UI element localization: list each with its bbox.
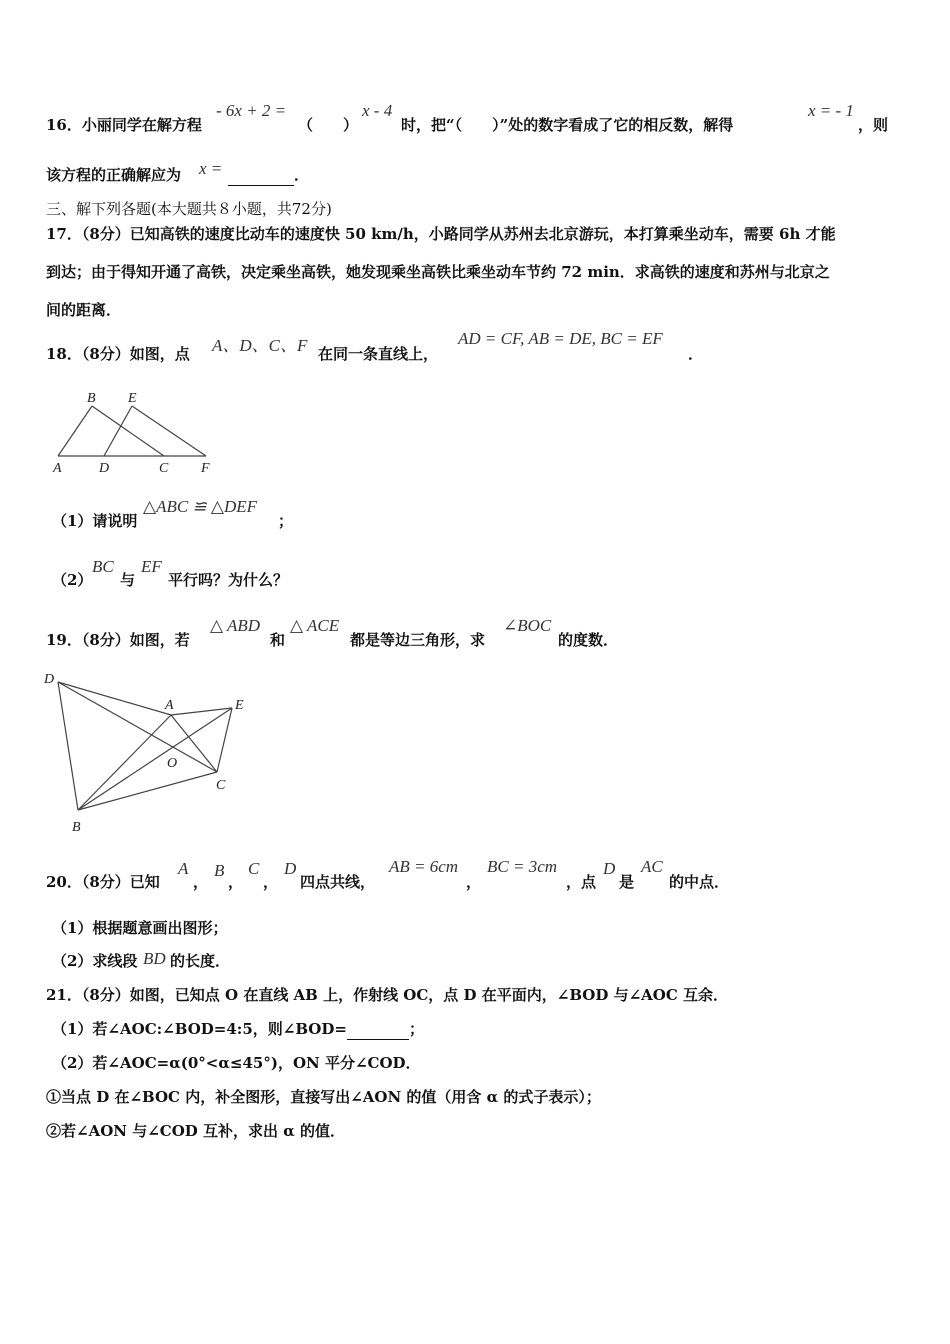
q18-part2-math-bc: BC — [92, 557, 114, 576]
q16-parenthesis-blank: （ ） — [298, 116, 359, 134]
q20-part2-math: BD — [143, 949, 166, 968]
q16-math-equation-right: x - 4 — [362, 101, 393, 120]
q20-math-c: C — [248, 859, 260, 878]
q18-label-c: C — [159, 461, 169, 476]
q16-line2-math: x = — [199, 159, 223, 178]
q19-text-and: 和 — [270, 631, 286, 649]
q19-math-abd: △ ABD — [210, 616, 261, 635]
q16-text-d: ，则 — [858, 116, 889, 134]
q20-sep-3: ， — [263, 873, 279, 891]
q21-line1: 21．（8分）如图，已知点 O 在直线 AB 上，作射线 OC，点 D 在平面内，∠BOD 与∠AOC 互余． — [46, 986, 729, 1004]
q19-text-c: 都是等边三角形，求 — [350, 631, 486, 649]
q16-math-solution: x = - 1 — [808, 101, 854, 120]
q18-math-points: A、D、C、F — [212, 336, 308, 355]
q19-segment-db — [58, 682, 78, 810]
q19-label-e: E — [235, 698, 244, 713]
q19-segment-da — [58, 682, 171, 715]
q19-label-c: C — [216, 778, 226, 793]
q19-math-boc: ∠BOC — [503, 616, 552, 635]
q18-math-conditions: AD = CF, AB = DE, BC = EF — [458, 329, 663, 348]
q18-part2-text: （2） — [52, 571, 93, 589]
q19-label-b: B — [72, 820, 81, 835]
q20-part2-text: （2）求线段 — [52, 952, 138, 970]
q18-text-a: 18．（8分）如图，点 — [46, 345, 190, 363]
q18-part2-question: 平行吗？为什么？ — [168, 571, 289, 589]
q17-line3: 间的距离． — [46, 301, 122, 319]
q18-part1-math: △ABC ≌ △DEF — [143, 497, 258, 516]
q18-text-b: 在同一条直线上， — [318, 345, 439, 363]
q18-part1-end: ； — [278, 512, 294, 530]
q21-part1: （1）若∠AOC:∠BOD=4:5，则∠BOD= ； — [52, 1020, 424, 1038]
q18-segment-ab — [58, 406, 92, 456]
q21-part2: （2）若∠AOC=α(0°<α≤45°)，ON 平分∠COD． — [52, 1054, 421, 1072]
q18-part2-and: 与 — [120, 571, 136, 589]
q20-sep-4: ， — [466, 873, 482, 891]
q16-line2-text: 该方程的正确解应为 — [46, 166, 182, 184]
q16-math-equation-left: - 6x + 2 = — [216, 101, 287, 120]
section-3-heading: 三、解下列各题(本大题共８小题，共72分) — [46, 200, 332, 218]
q16-text-a: 16．小丽同学在解方程 — [46, 116, 202, 134]
q20-math-d2: D — [603, 859, 616, 878]
q19-segment-bc — [78, 772, 217, 810]
q19-math-ace: △ ACE — [290, 616, 340, 635]
q18-text-c: ． — [688, 345, 704, 363]
q19-text-d: 的度数． — [558, 631, 619, 649]
q21-sub1: ①当点 D 在∠BOC 内，补全图形，直接写出∠AON 的值（用含 α 的式子表示）； — [46, 1088, 601, 1106]
q20-math-d: D — [284, 859, 297, 878]
q20-text-c: 的中点． — [669, 873, 730, 891]
q18-label-f: F — [201, 461, 210, 476]
q20-sep-2: ， — [228, 873, 244, 891]
q18-label-d: D — [99, 461, 110, 476]
q19-text-a: 19．（8分）如图，若 — [46, 631, 190, 649]
q17-line2: 到达；由于得知开通了高铁，决定乘坐高铁，她发现乘坐高铁比乘坐动车节约 72 min．求高铁的速度和苏州与北京之 — [46, 263, 830, 281]
q20-math-b: B — [214, 861, 225, 880]
q19-label-o: O — [167, 756, 178, 771]
q20-text-a: 20．（8分）已知 — [46, 873, 160, 891]
q18-label-b: B — [87, 391, 96, 406]
q20-part1: （1）根据题意画出图形； — [52, 919, 228, 937]
q20-math-ab: AB = 6cm — [389, 857, 459, 876]
q19-segment-ec — [217, 708, 232, 772]
q19-label-a: A — [165, 698, 174, 713]
q19-label-d: D — [44, 672, 55, 687]
q20-math-ac: AC — [641, 857, 663, 876]
q18-part1-text: （1）请说明 — [52, 512, 138, 530]
q21-sub2: ②若∠AON 与∠COD 互补，求出 α 的值． — [46, 1122, 345, 1140]
q18-label-e: E — [128, 391, 137, 406]
q16-text-c: 时，把“（ ）”处的数字看成了它的相反数，解得 — [401, 116, 734, 134]
q18-segment-ef — [132, 406, 206, 456]
q20-sep-6: 是 — [619, 873, 635, 891]
q20-text-b: 四点共线， — [300, 873, 376, 891]
q19-segment-dc — [58, 682, 217, 772]
q19-segment-be — [78, 708, 232, 810]
q17-line1: 17．（8分）已知高铁的速度比动车的速度快 50 km/h，小路同学从苏州去北京游玩，本打算乘坐动车，需要 6h 才能 — [46, 225, 836, 243]
q18-figure — [40, 386, 230, 482]
q18-part2-math-ef: EF — [141, 557, 162, 576]
q20-math-bc: BC = 3cm — [487, 857, 558, 876]
q19-segment-ba — [78, 715, 171, 810]
q19-figure — [40, 666, 260, 840]
q20-sep-5: ，点 — [566, 873, 597, 891]
q20-math-a: A — [178, 859, 189, 878]
q20-part2-end: 的长度． — [170, 952, 231, 970]
q18-label-a: A — [53, 461, 62, 476]
q16-answer-line: ． — [228, 165, 309, 186]
q20-sep-1: ， — [193, 873, 209, 891]
